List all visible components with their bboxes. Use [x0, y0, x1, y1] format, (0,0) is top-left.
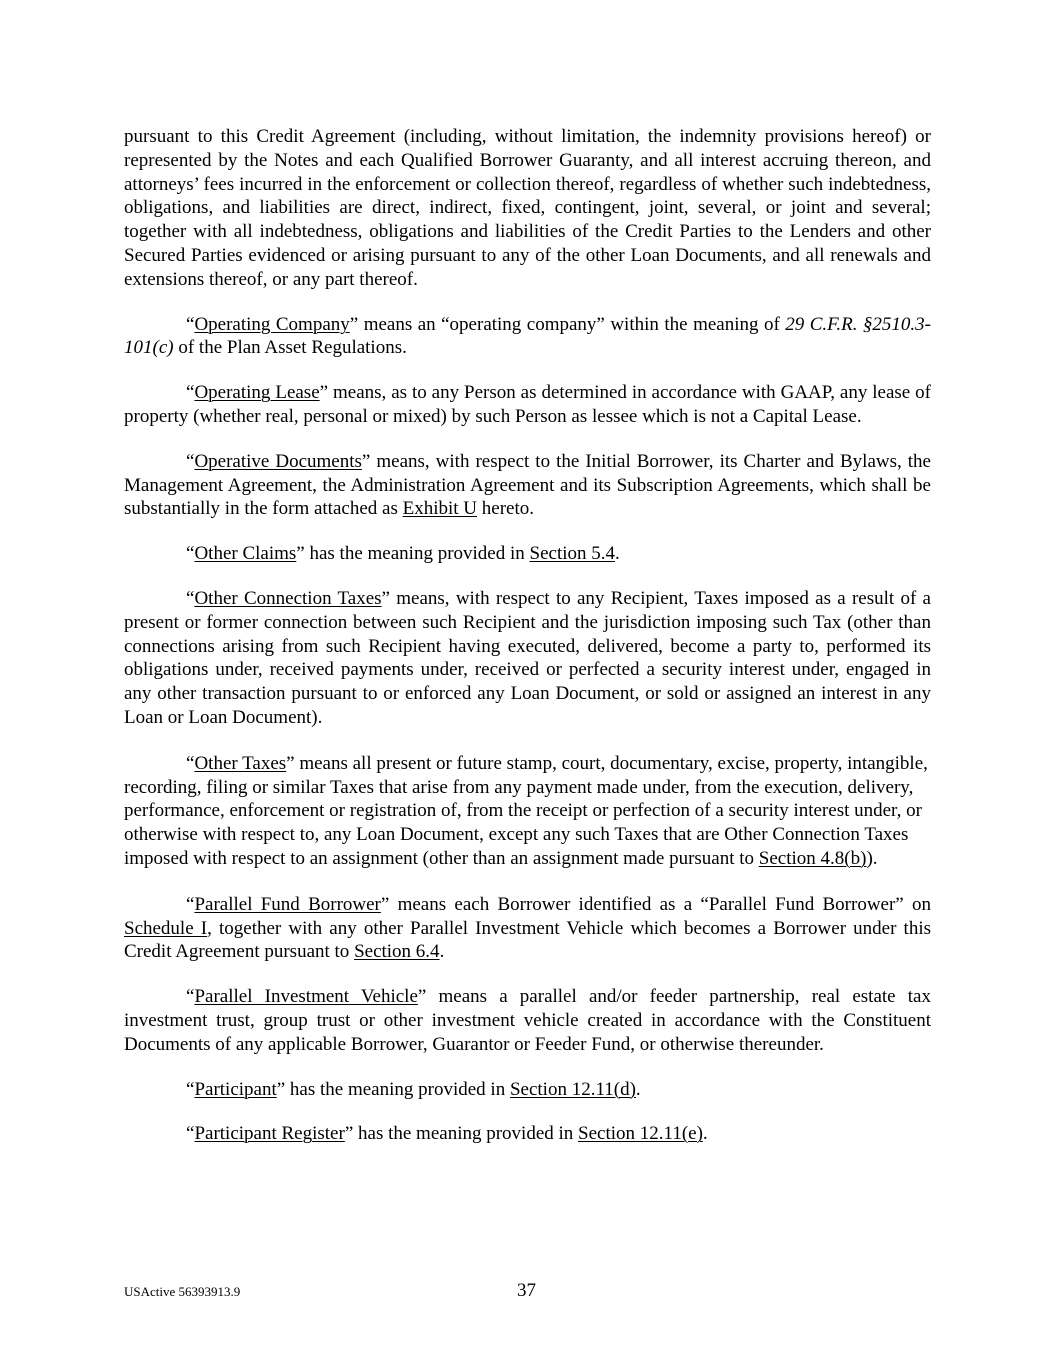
definition-paragraph: [124, 587, 931, 730]
page-body: [124, 125, 931, 1146]
underlined-term: Section 12.11(d): [509, 1078, 636, 1100]
text-run: “: [186, 587, 195, 609]
text-run: “: [186, 450, 195, 472]
definition-paragraph: [124, 985, 931, 1056]
text-run: , together with any other Parallel Investment Vehicle which becomes a Borrower under this Credit Agreement pursuant to: [124, 917, 931, 963]
text-run: “: [186, 543, 195, 565]
text-run: “: [186, 382, 195, 404]
text-run: ” means, as to any Person as determined in accordance with GAAP, any lease of property (whether real, personal or mixed) by such Person as lessee which is not a Capital Lease.: [124, 382, 931, 427]
text-run: of the Plan Asset Regulations.: [173, 337, 407, 359]
underlined-term: Parallel Fund Borrower: [194, 893, 381, 915]
text-run: ” means a parallel and/or feeder partnership, real estate tax investment trust, group trust or other investment vehicle created in accordance with the Constituent Documents of any applicable Borrower, Guarantor or Feeder Fund, or otherwise thereunder.: [124, 986, 931, 1055]
italic-citation: 29 C.F.R. §2510.3-101(c): [124, 313, 931, 359]
underlined-term: Participant: [194, 1078, 277, 1100]
text-run: hereto.: [477, 498, 534, 520]
underlined-term: Exhibit U: [402, 498, 478, 520]
definition-paragraph: [124, 1122, 931, 1146]
definition-paragraph: [124, 381, 931, 429]
page-number: 37: [517, 1280, 536, 1301]
underlined-term: Section 6.4: [354, 941, 440, 963]
text-run: “: [186, 1078, 195, 1100]
definition-paragraph: [124, 450, 931, 521]
text-run: ” means, with respect to the Initial Borrower, its Charter and Bylaws, the Management Agreement, the Administration Agreement and its Subscription Agreements, which shall be substantially in the form attached as: [124, 450, 931, 520]
underlined-term: Other Claims: [194, 543, 297, 565]
text-run: “: [186, 313, 195, 335]
text-run: ” means an “operating company” within the meaning of: [349, 313, 786, 335]
underlined-term: Section 5.4: [529, 543, 616, 565]
underlined-term: Operating Company: [194, 313, 350, 335]
text-run: .: [615, 543, 620, 565]
text-run: “: [186, 752, 195, 774]
text-run: ” has the meaning provided in: [344, 1123, 579, 1145]
text-run: ” has the meaning provided in: [296, 543, 530, 565]
definition-paragraph: [124, 542, 931, 566]
text-run: ” means all present or future stamp, court, documentary, excise, property, intangible, recording, filing or similar Taxes that arise from any payment made under, from the execution, delivery, performance, enforcement or registration of, from the receipt or perfection of a security interest under, or otherwise with respect to, any Loan Document, except any such Taxes that are Other Connection Taxes imposed with respect to an assignment (other than an assignment made pursuant to: [124, 752, 928, 869]
text-run: pursuant to this Credit Agreement (including, without limitation, the indemnity provisions hereof) or represented by the Notes and each Qualified Borrower Guaranty, and all interest accruing thereon, and attorneys’ fees incurred in the enforcement or collection thereof, regardless of whether such indebtedness, obligations, and liabilities are direct, indirect, fixed, contingent, joint, several, or joint and several; together with all indebtedness, obligations and liabilities of the Credit Parties to the Lenders and other Secured Parties evidenced or arising pursuant to any of the other Loan Documents, and all renewals and extensions thereof, or any part thereof.: [124, 126, 931, 290]
text-run: ).: [866, 847, 878, 869]
text-run: ” has the meaning provided in: [276, 1078, 510, 1100]
underlined-term: Operative Documents: [194, 450, 362, 472]
underlined-term: Operating Lease: [194, 382, 320, 404]
text-run: “: [186, 893, 195, 915]
text-run: “: [186, 1123, 195, 1145]
definition-paragraph: [124, 752, 931, 871]
underlined-term: Participant Register: [194, 1123, 345, 1145]
text-run: .: [635, 1078, 641, 1100]
definition-paragraph: [124, 893, 931, 964]
text-run: ” means each Borrower identified as a “Parallel Fund Borrower” on: [380, 893, 932, 915]
continued-paragraph: [124, 125, 931, 292]
text-run: ” means, with respect to any Recipient, Taxes imposed as a result of a present or former connection between such Recipient and the jurisdiction imposing such Tax (other than connections arising from such Recipient having executed, delivered, become a party to, performed its obligations under, received payments under, received or perfected a security interest under, engaged in any other transaction pursuant to or enforced any Loan Document, or sold or assigned an interest in any Loan or Loan Document).: [124, 587, 931, 728]
underlined-term: Other Taxes: [194, 752, 287, 774]
underlined-term: Section 4.8(b): [758, 847, 867, 869]
text-run: .: [439, 941, 445, 963]
underlined-term: Other Connection Taxes: [194, 587, 382, 609]
definition-paragraph: [124, 1078, 931, 1102]
underlined-term: Section 12.11(e): [578, 1123, 703, 1145]
underlined-term: Schedule I: [124, 917, 208, 939]
underlined-term: Parallel Investment Vehicle: [194, 986, 418, 1008]
text-run: “: [186, 986, 195, 1008]
footer-document-id: USActive 56393913.9: [124, 1284, 241, 1299]
text-run: .: [702, 1123, 708, 1145]
definition-paragraph: [124, 313, 931, 361]
